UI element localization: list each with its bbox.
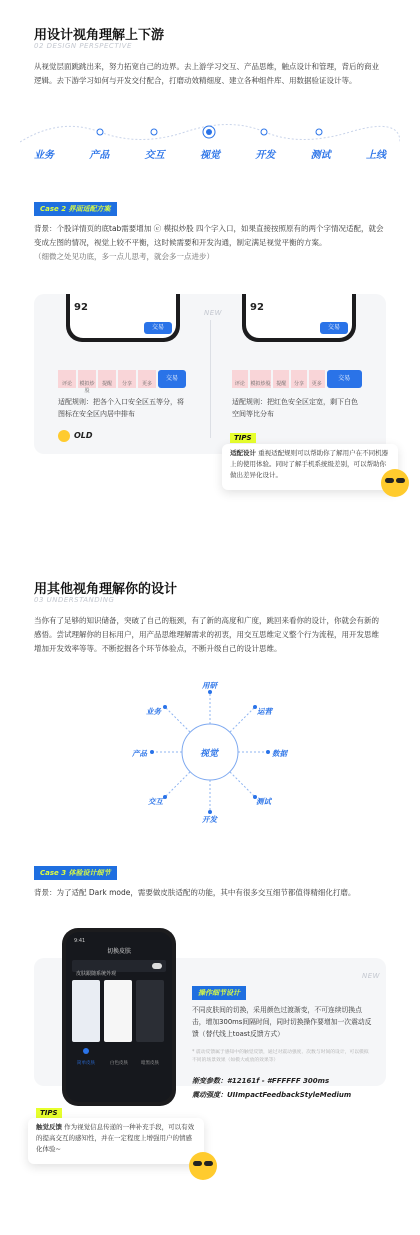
flow-label: 开发	[255, 150, 276, 161]
tab-share: 分享	[291, 370, 307, 388]
flow-label: 测试	[310, 150, 331, 161]
flow-label: 业务	[34, 150, 54, 161]
tab-share: 分享	[118, 370, 136, 388]
vibe-line: 震动强度：UIImpactFeedbackStyleMedium	[192, 1091, 352, 1099]
sunglasses-emoji-icon	[189, 1152, 217, 1180]
skin-thumb-white	[104, 980, 132, 1042]
phone-number: 92	[74, 302, 88, 313]
ring-label: 运营	[257, 707, 272, 716]
skin-label: 白色皮肤	[110, 1061, 128, 1066]
tips-bold: 适配设计	[230, 449, 256, 457]
case3-tag: Case 3 体验设计细节	[34, 866, 117, 880]
section3-paragraph: 当你有了足够的知识储备，突破了自己的瓶颈，有了新的高度和广度，跳回来看你的设计，你就会有新的感悟。尝试理解你的目标用户，用产品思维理解需求的初衷，用交互思维定义整个行为流程，用开发思维增加开发效率等等。不断挖掘各个环节体验点，不断升级自己的设计思维。	[34, 616, 379, 653]
flow-labels	[34, 146, 386, 161]
divider	[210, 320, 211, 438]
detail-tag: 操作细节设计	[192, 986, 246, 1000]
skin-check-icon	[83, 1048, 89, 1054]
tabbar-new	[232, 370, 362, 388]
case3-new-label: NEW	[362, 972, 381, 980]
ring-label: 用研	[202, 681, 217, 690]
detail-text: 不同皮肤间的切换，采用颜色过渡渐变，不可连续切换点击，增加300ms间隔时间，同时切换操作要增加一次震动反馈（替代线上toast反馈方式）	[192, 1006, 372, 1038]
section3-title: 用其他视角理解你的设计	[34, 582, 178, 597]
case2-tips-label: TIPS	[230, 433, 256, 443]
skin-label: 简单皮肤	[77, 1061, 95, 1066]
ring-label: 交互	[148, 797, 163, 806]
right-rule: 适配规则：把红色安全区定宽，剩下白色空间等比分布	[232, 398, 358, 418]
skin-label: 暗黑皮肤	[141, 1061, 159, 1066]
case2-tips-card	[222, 444, 398, 490]
tab-more: 更多	[138, 370, 156, 388]
flow-label: 产品	[89, 150, 110, 161]
case2-paragraph: 背景：个股详情页的底tab需要增加 ⓔ 模拟炒股 四个字入口，如果直接按照原有的两个字情况适配，就会变成左图的情况，视觉上较不平衡，这时候需要和开发沟通，制定满足视觉平衡的方案。	[34, 224, 384, 247]
phone-number: 92	[250, 302, 264, 313]
case3-tips-card	[28, 1118, 204, 1164]
tab-comment: 评论	[232, 370, 248, 388]
trade-button: 交易	[158, 370, 186, 388]
left-rule: 适配规则：把各个入口安全区五等分，将图标在安全区内居中排布	[58, 398, 184, 418]
ring-label: 产品	[132, 749, 147, 758]
section1-subtitle: 02 DESIGN PERSPECTIVE	[34, 42, 132, 50]
tab-simulate: 模拟炒股	[250, 370, 272, 388]
phone-trade-button: 交易	[144, 322, 172, 334]
flow-label: 上线	[365, 150, 386, 161]
tabbar-old	[58, 370, 188, 394]
phone-trade-button: 交易	[320, 322, 348, 334]
phone-time: 9:41	[74, 938, 86, 944]
phone-new	[242, 294, 356, 342]
toggle-switch	[152, 963, 162, 969]
tab-more: 更多	[309, 370, 325, 388]
skin-thumb-dark	[136, 980, 164, 1042]
skin-thumb-simple	[72, 980, 100, 1042]
tips-text: 重视适配规则可以帮助你了解用户在不同机器上的使用体验。同时了解手机系统级差别，可以帮助你做出差异化设计。	[230, 449, 389, 479]
sunglasses-emoji-icon	[381, 469, 409, 497]
case2-tag: Case 2 界面适配方案	[34, 202, 117, 216]
tips-bold: 触觉反馈	[36, 1123, 62, 1131]
new-divider-label: NEW	[204, 309, 223, 317]
tab-comment: 评论	[58, 370, 76, 388]
case3-tips-label: TIPS	[36, 1108, 62, 1118]
tips-text: 作为视觉信息传递的一种补充手段，可以有效的提高交互的感知性，并在一定程度上增强用户的情感化体验~	[36, 1123, 195, 1153]
flow-node	[261, 129, 267, 135]
flow-node	[316, 129, 322, 135]
sad-emoji-icon	[58, 430, 70, 442]
old-label: OLD	[74, 431, 93, 440]
flow-node	[151, 129, 157, 135]
ring-label: 数据	[272, 749, 287, 758]
tab-alert: 提醒	[98, 370, 116, 388]
section3-subtitle: 03 UNDERSTANDING	[34, 596, 115, 604]
flow-label: 交互	[144, 150, 165, 161]
phone-dark	[62, 928, 176, 1106]
trade-button: 交易	[327, 370, 362, 388]
detail-note: * 震动反馈属于感知中的触觉反馈，通过对震动强度、次数与时间的设计，可以模拟不同的场景效果（如模大或放的效果等）	[192, 1050, 369, 1063]
flow-node	[97, 129, 103, 135]
param-line: 渐变参数：#12161f - #FFFFFF 300ms	[192, 1077, 330, 1085]
phone-old	[66, 294, 180, 342]
flow-label: 视觉	[199, 150, 220, 161]
section1-title: 用设计视角理解上下游	[34, 28, 165, 43]
phone-title: 切换皮肤	[106, 948, 131, 955]
ring-label: 测试	[256, 797, 271, 806]
case3-paragraph: 背景：为了适配 Dark mode，需要做皮肤适配的功能，其中有很多交互细节都值得精细化打磨。	[34, 888, 356, 897]
ring-label: 开发	[202, 815, 217, 824]
tab-simulate: 模拟炒股	[78, 370, 96, 388]
phone-follow-row: 皮肤跟随系统外观	[72, 960, 166, 972]
section1-paragraph: 从视觉层面跳跳出来，努力拓宽自己的边界。去上游学习交互、产品思维，触点设计和管理，背后的商业逻辑。去下游学习如何与开发交付配合，打磨动效精细度、建立各种组件库、用数据验证设计等。	[34, 62, 379, 85]
tab-alert: 提醒	[273, 370, 289, 388]
center-label: 视觉	[200, 749, 219, 759]
ring-label: 业务	[146, 707, 161, 716]
case2-note: （细微之处见功底，多一点儿思考，就会多一点进步）	[34, 252, 214, 261]
